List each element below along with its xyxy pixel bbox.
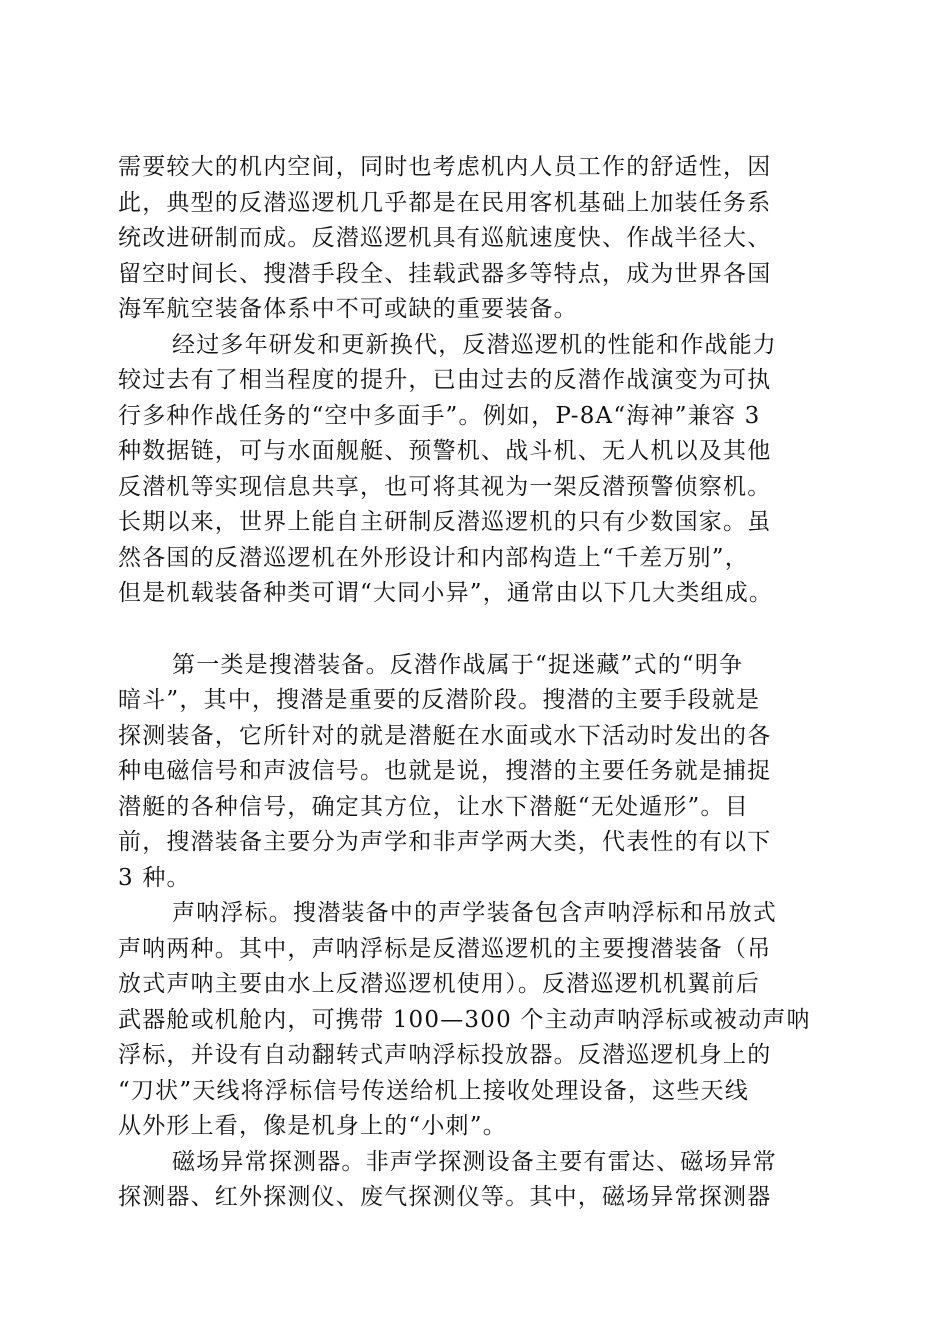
blank-line <box>118 612 830 648</box>
text-line: 放式声呐主要由水上反潜巡逻机使用）。反潜巡逻机机翼前后 <box>118 971 760 997</box>
text-line: 经过多年研发和更新换代，反潜巡逻机的性能和作战能力 <box>172 331 777 358</box>
paragraph-1 <box>118 150 830 328</box>
text-line: “刀状”天线将浮标信号传送给机上接收处理设备，这些天线 <box>118 1077 749 1104</box>
text-line: 探测装备，它所针对的就是潜艇在水面或水下活动时发出的各 <box>118 722 772 749</box>
text-line: 潜艇的各种信号，确定其方位，让水下潜艇“无处遁形”。目 <box>118 793 749 820</box>
text-line: 较过去有了相当程度的提升，已由过去的反潜作战演变为可执 <box>118 367 772 393</box>
text-line: 暗斗”，其中，搜潜是重要的反潜阶段。搜潜的主要手段就是 <box>118 687 761 713</box>
text-line: 磁场异常探测器。非声学探测设备主要有雷达、磁场异常 <box>172 1148 777 1175</box>
document-body <box>118 150 830 1216</box>
text-line: 长期以来，世界上能自主研制反潜巡逻机的只有少数国家。虽 <box>118 509 772 535</box>
text-line: 统改进研制而成。反潜巡逻机具有巡航速度快、作战半径大、 <box>118 225 772 251</box>
text-line: 声呐浮标。搜潜装备中的声学装备包含声呐浮标和吊放式 <box>172 900 777 926</box>
text-line: 第一类是搜潜装备。反潜作战属于“捉迷藏”式的“明争 <box>172 651 744 678</box>
text-line: 但是机载装备种类可谓“大同小异”，通常由以下几大类组成。 <box>118 580 774 606</box>
text-line: 反潜机等实现信息共享，也可将其视为一架反潜预警侦察机。 <box>118 473 772 500</box>
text-line: 探测器、红外探测仪、废气探测仪等。其中，磁场异常探测器 <box>118 1184 772 1210</box>
text-line: 然各国的反潜巡逻机在外形设计和内部构造上“千差万别”， <box>118 544 749 571</box>
paragraph-3 <box>118 648 830 897</box>
text-line: 行多种作战任务的“空中多面手”。例如，P-8A“海神”兼容 3 <box>118 402 761 429</box>
paragraph-2 <box>118 328 830 612</box>
text-line: 种数据链，可与水面舰艇、预警机、战斗机、无人机以及其他 <box>118 438 772 464</box>
text-line: 浮标，并设有自动翻转式声呐浮标投放器。反潜巡逻机身上的 <box>118 1042 772 1068</box>
text-line: 从外形上看，像是机身上的“小刺”。 <box>118 1113 507 1139</box>
text-line: 留空时间长、搜潜手段全、挂载武器多等特点，成为世界各国 <box>118 260 772 287</box>
text-line: 前，搜潜装备主要分为声学和非声学两大类，代表性的有以下 <box>118 829 772 855</box>
text-line: 此，典型的反潜巡逻机几乎都是在民用客机基础上加装任务系 <box>118 189 772 216</box>
text-line: 武器舱或机舱内，可携带 100—300 个主动声呐浮标或被动声呐 <box>118 1006 811 1033</box>
text-line: 需要较大的机内空间，同时也考虑机内人员工作的舒适性，因 <box>118 154 772 180</box>
paragraph-5 <box>118 1145 830 1216</box>
text-line: 3 种。 <box>118 864 191 891</box>
text-line: 海军航空装备体系中不可或缺的重要装备。 <box>118 296 578 322</box>
text-line: 声呐两种。其中，声呐浮标是反潜巡逻机的主要搜潜装备（吊 <box>118 935 772 962</box>
text-line: 种电磁信号和声波信号。也就是说，搜潜的主要任务就是捕捉 <box>118 758 772 784</box>
paragraph-4 <box>118 896 830 1145</box>
